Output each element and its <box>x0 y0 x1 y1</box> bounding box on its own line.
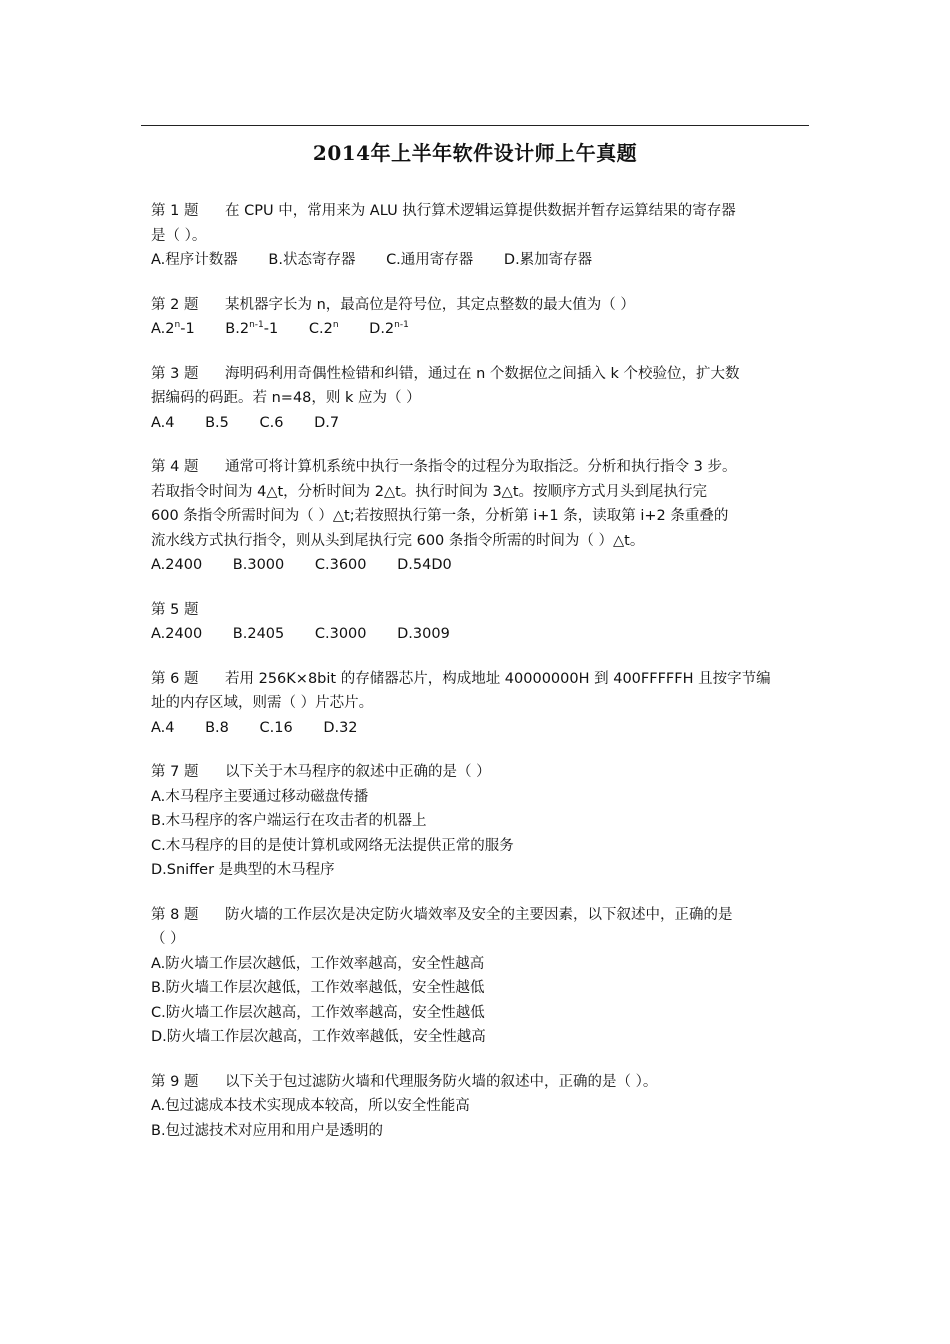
question-number: 第 1 题 <box>151 203 199 219</box>
option-c: C.3600 <box>314 557 367 573</box>
option-a: A.程序计数器 <box>151 252 238 268</box>
question-text: 在 CPU 中，常用来为 ALU 执行算术逻辑运算提供数据并暂存运算结果的寄存器 <box>225 203 736 219</box>
question-4 <box>151 455 811 578</box>
option-a: A.防火墙工作层次越低，工作效率越高，安全性越高 <box>151 955 485 972</box>
option-a: A.包过滤成本技术实现成本较高，所以安全性能高 <box>151 1098 470 1114</box>
question-text: 是（ ）。 <box>151 227 207 244</box>
question-1 <box>151 199 811 273</box>
option-row <box>151 716 811 741</box>
question-6 <box>151 667 811 741</box>
question-number: 第 3 题 <box>151 365 199 382</box>
option-row <box>151 622 811 647</box>
question-number: 第 8 题 <box>151 906 199 923</box>
option-d: D.Sniffer 是典型的木马程序 <box>151 862 335 878</box>
option-b: B.8 <box>205 719 229 736</box>
question-9 <box>151 1070 811 1144</box>
question-number: 第 4 题 <box>151 459 199 475</box>
page-title: 2014年上半年软件设计师上午真题 <box>312 141 638 165</box>
option-d: D.3009 <box>397 626 450 642</box>
option-d: D.2$^{n-1}$ <box>369 320 409 337</box>
question-number: 第 9 题 <box>151 1073 199 1090</box>
option-b: B.状态寄存器 <box>268 252 356 268</box>
option-d: D.防火墙工作层次越高，工作效率越低，安全性越高 <box>151 1029 486 1045</box>
question-text: 以下关于木马程序的叙述中正确的是（ ） <box>225 764 491 780</box>
option-b: B.防火墙工作层次越低，工作效率越低，安全性越低 <box>151 980 485 996</box>
question-text: 防火墙的工作层次是决定防火墙效率及安全的主要因素，以下叙述中，正确的是 <box>225 906 733 923</box>
question-text: 址的内存区域，则需（ ）片芯片。 <box>151 695 374 711</box>
option-b: B.3000 <box>232 557 285 573</box>
header-rule <box>141 125 809 126</box>
question-number: 第 6 题 <box>151 670 199 687</box>
option-b: B.木马程序的客户端运行在攻击者的机器上 <box>151 813 427 829</box>
question-text: 某机器字长为 n，最高位是符号位，其定点整数的最大值为（ ） <box>225 296 635 313</box>
option-a: A.4 <box>151 719 175 736</box>
option-a: A.2400 <box>151 626 203 642</box>
option-c: C.16 <box>259 719 293 736</box>
question-number: 第 2 题 <box>151 296 199 313</box>
question-number: 第 7 题 <box>151 764 199 780</box>
option-b: B.包过滤技术对应用和用户是透明的 <box>151 1122 384 1139</box>
option-c: C.6 <box>259 414 284 431</box>
option-a: A.2$^n$-1 <box>151 320 195 337</box>
question-text: 据编码的码距。若 n=48，则 k 应为（ ） <box>151 390 421 406</box>
question-text: 若取指令时间为 4△t，分析时间为 2△t。执行时间为 3△t。按顺序方式月头到尾执行完 <box>151 483 708 500</box>
question-number: 第 5 题 <box>151 601 199 618</box>
option-b: B.5 <box>205 414 229 431</box>
question-2 <box>151 293 811 342</box>
question-text: 流水线方式执行指令，则从头到尾执行完 600 条指令所需的时间为（ ）△t。 <box>151 532 645 549</box>
option-c: C.3000 <box>314 626 367 642</box>
question-3 <box>151 362 811 436</box>
option-d: D.32 <box>323 719 358 736</box>
option-row <box>151 553 811 578</box>
question-8 <box>151 903 811 1050</box>
option-c: C.防火墙工作层次越高，工作效率越高，安全性越低 <box>151 1004 485 1021</box>
question-text: 若用 256K×8bit 的存储器芯片，构成地址 40000000H 到 400FFFFFH 且按字节编 <box>225 670 771 687</box>
option-a: A.木马程序主要通过移动磁盘传播 <box>151 788 369 805</box>
option-a: A.4 <box>151 414 175 431</box>
question-text: （ ） <box>151 931 185 947</box>
question-5 <box>151 598 811 647</box>
option-b: B.2405 <box>232 626 285 642</box>
option-a: A.2400 <box>151 557 203 573</box>
question-text: 以下关于包过滤防火墙和代理服务防火墙的叙述中，正确的是（ ）。 <box>225 1073 658 1090</box>
option-c: C.木马程序的目的是使计算机或网络无法提供正常的服务 <box>151 837 514 854</box>
option-c: C.通用寄存器 <box>386 252 474 268</box>
option-d: D.54D0 <box>397 557 452 573</box>
question-text: 通常可将计算机系统中执行一条指令的过程分为取指泛。分析和执行指令 3 步。 <box>225 459 737 475</box>
option-d: D.7 <box>314 414 340 431</box>
option-row <box>151 317 811 342</box>
question-text: 海明码利用奇偶性检错和纠错，通过在 n 个数据位之间插入 k 个校验位，扩大数 <box>225 365 740 382</box>
option-d: D.累加寄存器 <box>503 252 593 268</box>
question-7 <box>151 760 811 883</box>
option-b: B.2$^{n-1}$-1 <box>225 320 279 337</box>
question-list <box>151 199 811 1163</box>
option-row <box>151 411 811 436</box>
option-row <box>151 248 811 273</box>
question-text: 600 条指令所需时间为（ ）△t;若按照执行第一条，分析第 i+1 条，读取第 i+2 条重叠的 <box>151 508 729 524</box>
option-c: C.2$^n$ <box>308 320 339 337</box>
